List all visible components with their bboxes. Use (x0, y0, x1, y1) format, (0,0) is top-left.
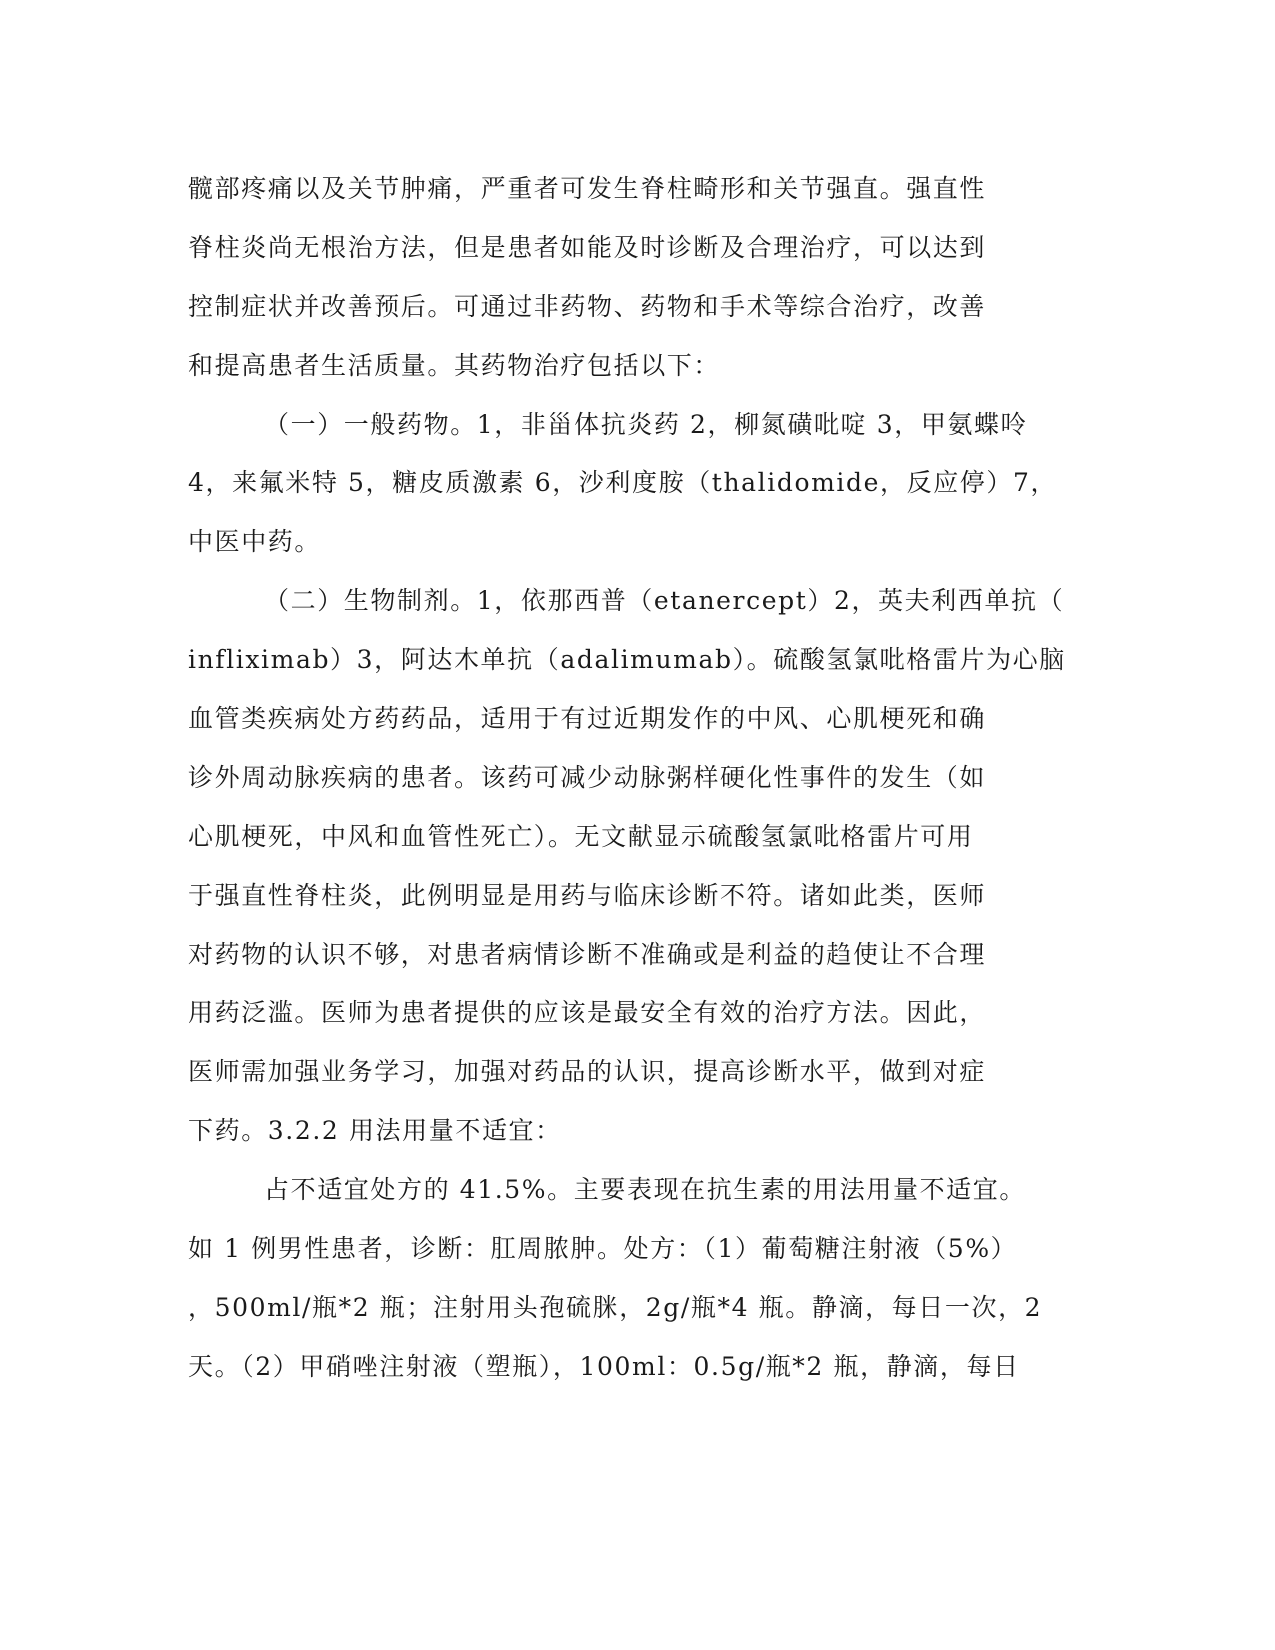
text-line: 下药。3.2.2 用法用量不适宜： (188, 1116, 562, 1146)
text-line: 于强直性脊柱炎，此例明显是用药与临床诊断不符。诸如此类，医师 (188, 880, 987, 910)
text-line: 对药物的认识不够，对患者病情诊断不准确或是利益的趋使让不合理 (188, 939, 987, 969)
text-line: 心肌梗死，中风和血管性死亡）。无文献显示硫酸氢氯吡格雷片可用 (188, 821, 974, 851)
text-line: 髋部疼痛以及关节肿痛，严重者可发生脊柱畸形和关节强直。强直性 (188, 174, 987, 203)
text-line: 医师需加强业务学习，加强对药品的认识，提高诊断水平，做到对症 (188, 1057, 987, 1087)
text-line: 和提高患者生活质量。其药物治疗包括以下： (188, 350, 721, 380)
body-text (188, 160, 1088, 1397)
text-line: 血管类疾病处方药药品，适用于有过近期发作的中风、心肌梗死和确 (188, 704, 987, 734)
text-line: （一）一般药物。1，非甾体抗炎药 2，柳氮磺吡啶 3，甲氨蝶呤 (264, 409, 1028, 439)
text-line: ，500ml/瓶*2 瓶；注射用头孢硫脒，2g/瓶*4 瓶。静滴，每日一次，2 (188, 1292, 1043, 1322)
text-line: 诊外周动脉疾病的患者。该药可减少动脉粥样硬化性事件的发生（如 (188, 762, 987, 792)
text-line: （二）生物制剂。1，依那西普（etanercept）2，英夫利西单抗（ (264, 586, 1065, 616)
text-line: 天。（2）甲硝唑注射液（塑瓶），100ml：0.5g/瓶*2 瓶，静滴，每日 (188, 1351, 1020, 1381)
text-line: 脊柱炎尚无根治方法，但是患者如能及时诊断及合理治疗，可以达到 (188, 232, 987, 262)
text-line: 中医中药。 (188, 527, 322, 557)
text-line: 控制症状并改善预后。可通过非药物、药物和手术等综合治疗，改善 (188, 291, 987, 321)
text-line: infliximab）3，阿达木单抗（adalimumab）。硫酸氢氯吡格雷片为心脑 (188, 645, 1066, 675)
text-line: 4，来氟米特 5，糖皮质激素 6，沙利度胺（thalidomide，反应停）7， (188, 468, 1058, 498)
text-line: 如 1 例男性患者，诊断：肛周脓肿。处方：（1）葡萄糖注射液（5%） (188, 1234, 1018, 1264)
text-line: 占不适宜处方的 41.5%。主要表现在抗生素的用法用量不适宜。 (264, 1175, 1026, 1205)
text-line: 用药泛滥。医师为患者提供的应该是最安全有效的治疗方法。因此， (188, 998, 987, 1028)
